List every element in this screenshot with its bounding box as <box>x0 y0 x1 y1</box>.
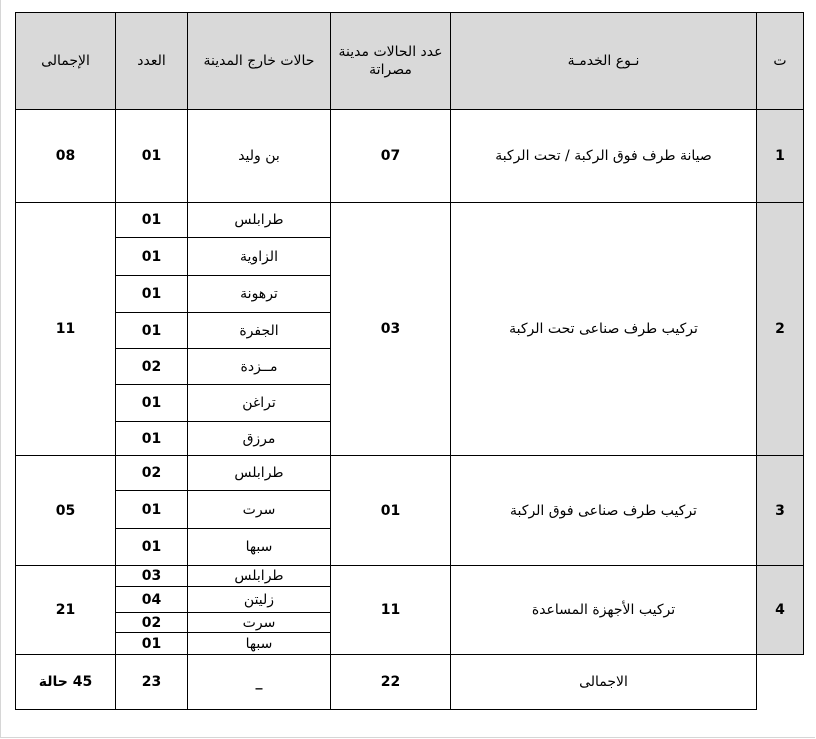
service-name: صيانة طرف فوق الركبة / تحت الركبة <box>451 110 757 203</box>
city-name: سرت <box>188 491 331 529</box>
table-body <box>16 110 804 655</box>
city-name: طرابلس <box>188 566 331 587</box>
city-count: 01 <box>116 203 188 238</box>
row-total: 11 <box>16 203 116 456</box>
header-service-type: نـوع الخدمـة <box>451 13 757 110</box>
city-count: 01 <box>116 633 188 655</box>
header-row <box>16 13 804 110</box>
city-count: 01 <box>116 110 188 203</box>
service-name: تركيب الأجهزة المساعدة <box>451 566 757 655</box>
city-count: 01 <box>116 238 188 276</box>
city-count: 01 <box>116 422 188 456</box>
city-count: 02 <box>116 349 188 385</box>
table-row <box>16 110 804 203</box>
services-table <box>15 12 804 710</box>
header-count: العدد <box>116 13 188 110</box>
row-index: 2 <box>757 203 804 456</box>
city-count: 01 <box>116 529 188 566</box>
footer-outside: _ <box>188 655 331 710</box>
city-count: 01 <box>116 491 188 529</box>
service-name: تركيب طرف صناعى فوق الركبة <box>451 456 757 566</box>
row-index: 3 <box>757 456 804 566</box>
city-name: مــزدة <box>188 349 331 385</box>
footer-misrata: 22 <box>331 655 451 710</box>
city-name: سبها <box>188 529 331 566</box>
row-total: 05 <box>16 456 116 566</box>
header-index: ت <box>757 13 804 110</box>
row-total: 21 <box>16 566 116 655</box>
header-misrata-cases: عدد الحالات مدينة مصراتة <box>331 13 451 110</box>
city-name: بن وليد <box>188 110 331 203</box>
city-count: 03 <box>116 566 188 587</box>
table-row <box>16 566 804 587</box>
row-index: 1 <box>757 110 804 203</box>
city-name: الجفرة <box>188 313 331 349</box>
header-outside-city: حالات خارج المدينة <box>188 13 331 110</box>
city-count: 02 <box>116 456 188 491</box>
header-total: الإجمالى <box>16 13 116 110</box>
table-row <box>16 456 804 491</box>
row-index: 4 <box>757 566 804 655</box>
city-count: 01 <box>116 276 188 313</box>
misrata-count: 01 <box>331 456 451 566</box>
table-row <box>16 203 804 238</box>
city-name: سبها <box>188 633 331 655</box>
city-count: 04 <box>116 587 188 613</box>
row-total: 08 <box>16 110 116 203</box>
footer-blank-cell <box>757 655 804 710</box>
footer-total: 45 حالة <box>16 655 116 710</box>
city-name: الزاوية <box>188 238 331 276</box>
misrata-count: 11 <box>331 566 451 655</box>
misrata-count: 07 <box>331 110 451 203</box>
misrata-count: 03 <box>331 203 451 456</box>
city-name: طرابلس <box>188 456 331 491</box>
city-count: 02 <box>116 613 188 633</box>
footer-row <box>16 655 804 710</box>
footer-count: 23 <box>116 655 188 710</box>
city-name: سرت <box>188 613 331 633</box>
city-count: 01 <box>116 385 188 422</box>
city-name: ترهونة <box>188 276 331 313</box>
service-name: تركيب طرف صناعى تحت الركبة <box>451 203 757 456</box>
city-name: تراغن <box>188 385 331 422</box>
city-name: مرزق <box>188 422 331 456</box>
city-count: 01 <box>116 313 188 349</box>
city-name: زليتن <box>188 587 331 613</box>
city-name: طرابلس <box>188 203 331 238</box>
footer-label: الاجمالى <box>451 655 757 710</box>
